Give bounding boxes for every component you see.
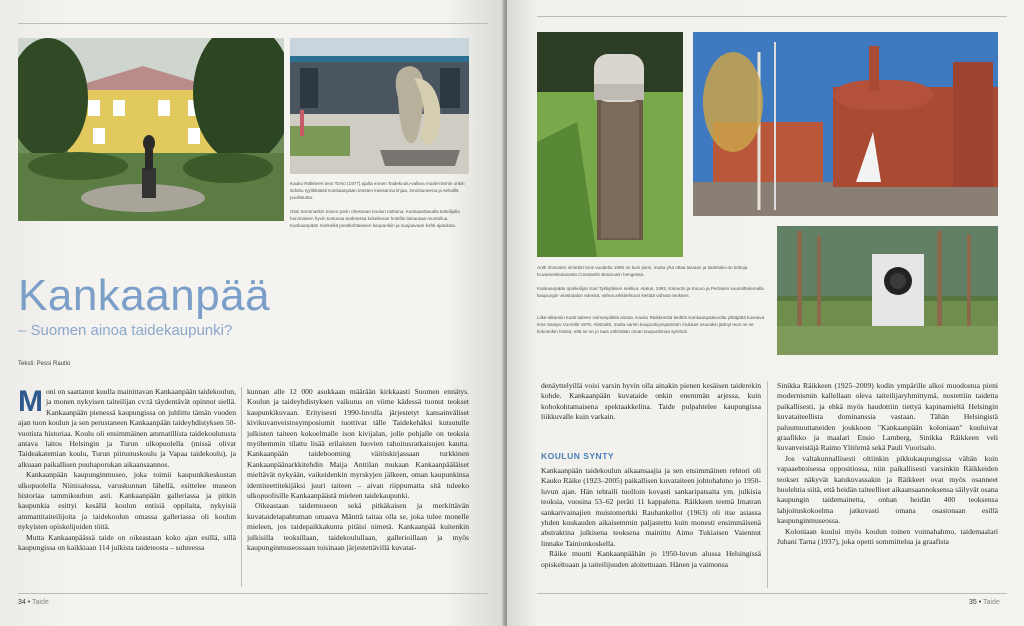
caption-bronze: Kauko Räikkeen teos Torso (1977) ajalta ennen Taidekoulu-valkea modernismin onkin sidottu tyylikkäästi Kankaanpään teosten kiessanna linjaa, innostuneena ja selvällä puolistusta. (290, 181, 465, 200)
caption-tykkylainen: Kankaanpään opiskelijan Kari Tykkyläisen sektiva. Alatus, 1992, Kanuoto ja Kouvo ja Pertasen suunnittelemalla kaupungin virastotalon edessä, vahva arkkitehtuuri kestää vahvan teoksen. (537, 286, 764, 298)
caption-sommaski: Ossi Sommaskin toinen parin ohessaan koulun nottoina. Kankaanttavalla taiteilijalla harvinaisen hyvin tuntuvaa teoksessa kokeilevan hotellin lainausaa muotoilua. Kankaanpään merkeillä pesäkohtaiseen kaupunkiin ja suojaavaan kohti ajatuksia. (290, 209, 460, 228)
bottom-rule-right (537, 593, 1007, 594)
left-column-1: Moni on saattanut kuulla mainittavan Kankaanpään taidekoulun, ja monen nykyisen taiteilijan cv:tä täydentävät opinnot siellä. Kankaanpään pienessä kaupungissa on juhlittu tämän vuoden ajan tuon koulun ja sen perustaneen Kankaanpään taideyhdistyksen 50-vuotista historiaa. Koulu oli ensimmäinen ammatillista taidekoulutusta antava laitos Helsingin ja Turun ulkopuolella (missä olivat Taideakatemian koulu, Turun piirustuskoulu ja Vapaa taidekoulu), ja alkuaan paikallisen puuhaporukan aikaansaannos. Kankaanpään kaupunginmuseo, joka toimii kaupunkikeskustan ulkopuolella Niinisalossa, varuskunnan lähellä, esittelee museon historiaa tammikuuhun asti. Kankaanpään galleriassa ja pitkin kaupunkia esittyi kesällä koulun entisiä oppilaita, nykyisiä ammattitaiteilijoita ja taidekoulun omassa galleriassa oli koulun nykyisten opiskelijoiden töitä. Mutta Kankaanpäässä taide on oikeastaan koko ajan esillä, sillä kaupungissa on kaikkiaan 114 julkista taideteosta – suhteessa (18, 387, 236, 553)
bottom-rule (18, 593, 488, 594)
top-rule (18, 23, 488, 24)
caption-immonen: Antti Immosen nimetön teos vuodelta 1995 on kuin pieni, mutta yhä ottaa taivaan ja taideluku-on kokoja. Kuvanveistotavasta Constantin Brancusin hengessä. (537, 265, 749, 277)
photo-disc-sculpture (777, 226, 998, 355)
left-column-2: kunnan alle 12 000 asukkaan määrään kirkkaasti Suomen ennätys. Koulun ja taideyhdistyksen vaikutus on viime kädessä tuonut teokset kaupunkikuvaan. Erityisesti 1990-luvulla järjestetyt kansainväliset kivikuvanveistosymposiumit tuottivat tälle Taidekehäksi kutsutulle julkisten taiteen kokoelmalle ison kivijalan, jolle pohjalle on teoksia myöhemmin tilattu lisää erilaisten luovien rahoitusratkaisujen kautta. Kankaanpään taidebooming väitöskirjassaan turkkinen Kankaanpäänarkkitehdin Maija Anttilan mukaan Kankaanpääläiset mieltävät nykyään, vaikeidenkin myrskyjen jälkeen, oman kaupunkinsa identiteettitekijäksi juuri taiteen – aivan riippumatta sitä tuleeko ulkopuolisille Kankaanpäästä mieleen taidekaupunki. Oikeastaan taidemuseon sekä pitkäkaisen ja merkittävän kuvataidetapahtuman omaava Mänttä taitaa olla se, joka tulee monelle mieleen, jos taidepaikkakunta pitäisi nimetä. Kankaanpää kuitenkin julkisilla teoksillaan, taidekoulullaan, gallerioillaan ja myös kaupunginmuseossaan toisinaan järjestettävillä kuvatai- (247, 387, 469, 553)
top-rule-right (537, 16, 1007, 17)
caption-raikke: Liike-alkamiin tuotti taiteen voimanpikkiä aiotaa. Kauko Räikkeestä tiedttin Kankaanpäävuolta ylittäjättä kuvaava teos Sampo Vuorelle 1976. Abstrakti, mutta varsin kaupunkiympäristön mukaan osuvaksi jäänyt teos on se kokoenkin hoista, että se on jo taas vähintään oman kaupunkinsa symboli. (537, 315, 765, 334)
footer-right: 35 • Taide (969, 599, 1000, 606)
drop-cap: M (18, 387, 43, 418)
photo-brick-building (693, 32, 998, 216)
footer-left: 34 • Taide (18, 599, 49, 606)
photo-villa-sculpture (18, 38, 284, 221)
byline: Teksti: Pessi Rautio (18, 361, 71, 367)
article-title: Kankaanpää (18, 271, 271, 320)
right-column-2: Sinikka Räikkeen (1925–2009) kodin ympärille alkoi muodostua pieni modernismin kallellaan oleva taiteilijaryhmittymä, nostettiin taidetta paikallisesti, ja ehkä myös haudottiin tiettyä kapinamieltä Helsingin kuvataiteellista dominanssia vastaan. Tähän Helsingistä paluumuuttaneiden joukkoon "Kankaanpään koloniaan" kuuluivat graafikko ja maalari Ensio Lamberg, Sinikka Räikkeen veli kuvanveistäjä Raimo Ylitörmä sekä Pauli Vuorisalo. Jos valtakunnallisesti oltiinkin pikkukaupungissa vähän kuin vapaaehtoisessa oppositiossa, niin paikallisesti varsinkin Räikkeiden teokset näkyvät katukuvassakin ja Räikkeet ovat myös osanneet huolehtia siitä, että heidän taiteelliset aikaansaannoksensa säilyvät osana kaupungin taidemainetta, onhan heidän 400 teoksensa lahjoituskokoelma jatkuvasti omana osastonaan esillä kaupunginmuseossa. Koloniaan kuului myös koulun toinen voimahahmo, taidemaalari Juhani Tarna (1937), joka opetti sommittelua ja graafista (777, 381, 998, 547)
column-rule (241, 387, 242, 587)
column-rule-right (767, 381, 768, 588)
photo-bronze-sculpture (290, 38, 469, 174)
right-column-1: Kankaanpään taidekoulun aikaansaajia ja sen ensimmäinen rehtori oli Kauko Räike (1923–2005) paikallisen kuvataiteen johtohahmo jo 1950-luvun ajan. Hän tehtaili tuolloin kovasti sankaripatsaita ym. julkisia teoksia, vuosina 53–62 peräti 11 kappaletta. Räikkeen teemä Imatran sankarivainajien muistomerkki Rauhankellot (1963) oli itse asiassa yhden kuukauden aikaisemmin paljastettu kuin monesti ensimmäisenä abstraktina julkisena teoksena mainittu Aimo Tukiaisen Vaiennut linnake Tainionkoskella. Räike muutti Kankaanpäähän jo 1950-luvun alussa Helsingissä opiskeltuaan ja taiteilijuuden aloitettuaan. Hänen ja vaimonsa (541, 466, 761, 569)
photo-stone-pillar (537, 32, 683, 257)
right-page (507, 0, 1024, 626)
section-heading: KOULUN SYNTY (541, 451, 615, 461)
article-subtitle: – Suomen ainoa taidekaupunki? (18, 322, 233, 339)
right-column-1-top: denäyttelyillä voisi varsin hyvin olla ainakin pienen kesäisen taiderekin kohde. Kankaanpään kuvataide onkin enemmän arjessa, kuin kohokohtamaisena spektaakkelina. Taide pulpahtelee kaupungissa liikkuvalle kuin varkain. (541, 381, 761, 422)
left-page (0, 0, 505, 626)
